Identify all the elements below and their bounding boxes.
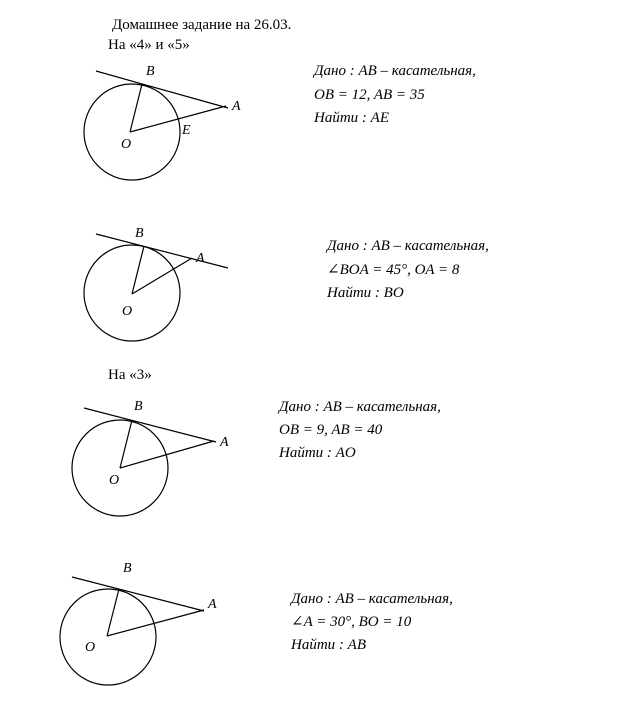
figure-1-label-b: B	[146, 64, 155, 79]
figure-2-label-a: A	[196, 251, 205, 266]
figure-3-label-b: B	[134, 399, 143, 414]
figure-2-radius-ob	[132, 246, 144, 294]
figure-4-label-b: B	[123, 561, 132, 576]
problem-2-find: Найти : BO	[327, 285, 404, 301]
figure-1-radius-ob	[130, 84, 142, 132]
problem-4-given-line-2: ∠A = 30°, BO = 10	[291, 614, 412, 630]
figure-3-label-a: A	[220, 435, 229, 450]
figure-4-label-o: O	[85, 640, 96, 655]
grade-heading-4-5: На «4» и «5»	[108, 37, 190, 53]
figure-1-tangent-line	[96, 71, 228, 108]
figure-2-label-b: B	[135, 226, 144, 241]
page-title: Домашнее задание на 26.03.	[112, 17, 292, 33]
problem-2-given-line-1: Дано : AB – касательная,	[327, 238, 489, 254]
problem-3-find: Найти : AO	[279, 445, 356, 461]
figure-3-radius-ob	[120, 420, 132, 468]
problem-3-given-line-2: OB = 9, AB = 40	[279, 422, 383, 438]
problem-4-find: Найти : AB	[291, 637, 366, 653]
problem-1-find: Найти : AE	[314, 110, 389, 126]
figure-1-label-o: O	[121, 137, 132, 152]
figure-1-diagram	[84, 71, 228, 180]
figure-3-segment-oa	[120, 441, 214, 468]
figure-1-segment-oa	[130, 106, 226, 132]
figure-4-diagram	[60, 577, 204, 685]
problem-2-given-line-2: ∠BOA = 45°, OA = 8	[327, 262, 460, 278]
figure-2-label-o: O	[122, 304, 133, 319]
problem-4-given-line-1: Дано : AB – касательная,	[291, 591, 453, 607]
figure-4-circle	[60, 589, 156, 685]
problem-1-given-line-1: Дано : AB – касательная,	[314, 63, 476, 79]
problem-3-given-line-1: Дано : AB – касательная,	[279, 399, 441, 415]
problem-1-given-line-2: OB = 12, AB = 35	[314, 87, 425, 103]
figure-1-label-e: E	[182, 123, 191, 138]
figure-4-label-a: A	[208, 597, 217, 612]
figure-4-radius-ob	[107, 589, 119, 636]
figure-3-label-o: O	[109, 473, 120, 488]
figure-2-segment-oa	[132, 258, 192, 294]
figure-2-diagram	[84, 234, 228, 341]
figure-3-tangent-line	[84, 408, 216, 442]
figure-3-diagram	[72, 408, 216, 516]
figure-4-tangent-line	[72, 577, 204, 611]
figure-1-label-a: A	[232, 99, 241, 114]
grade-heading-3: На «3»	[108, 367, 152, 383]
figure-2-tangent-line	[96, 234, 228, 268]
